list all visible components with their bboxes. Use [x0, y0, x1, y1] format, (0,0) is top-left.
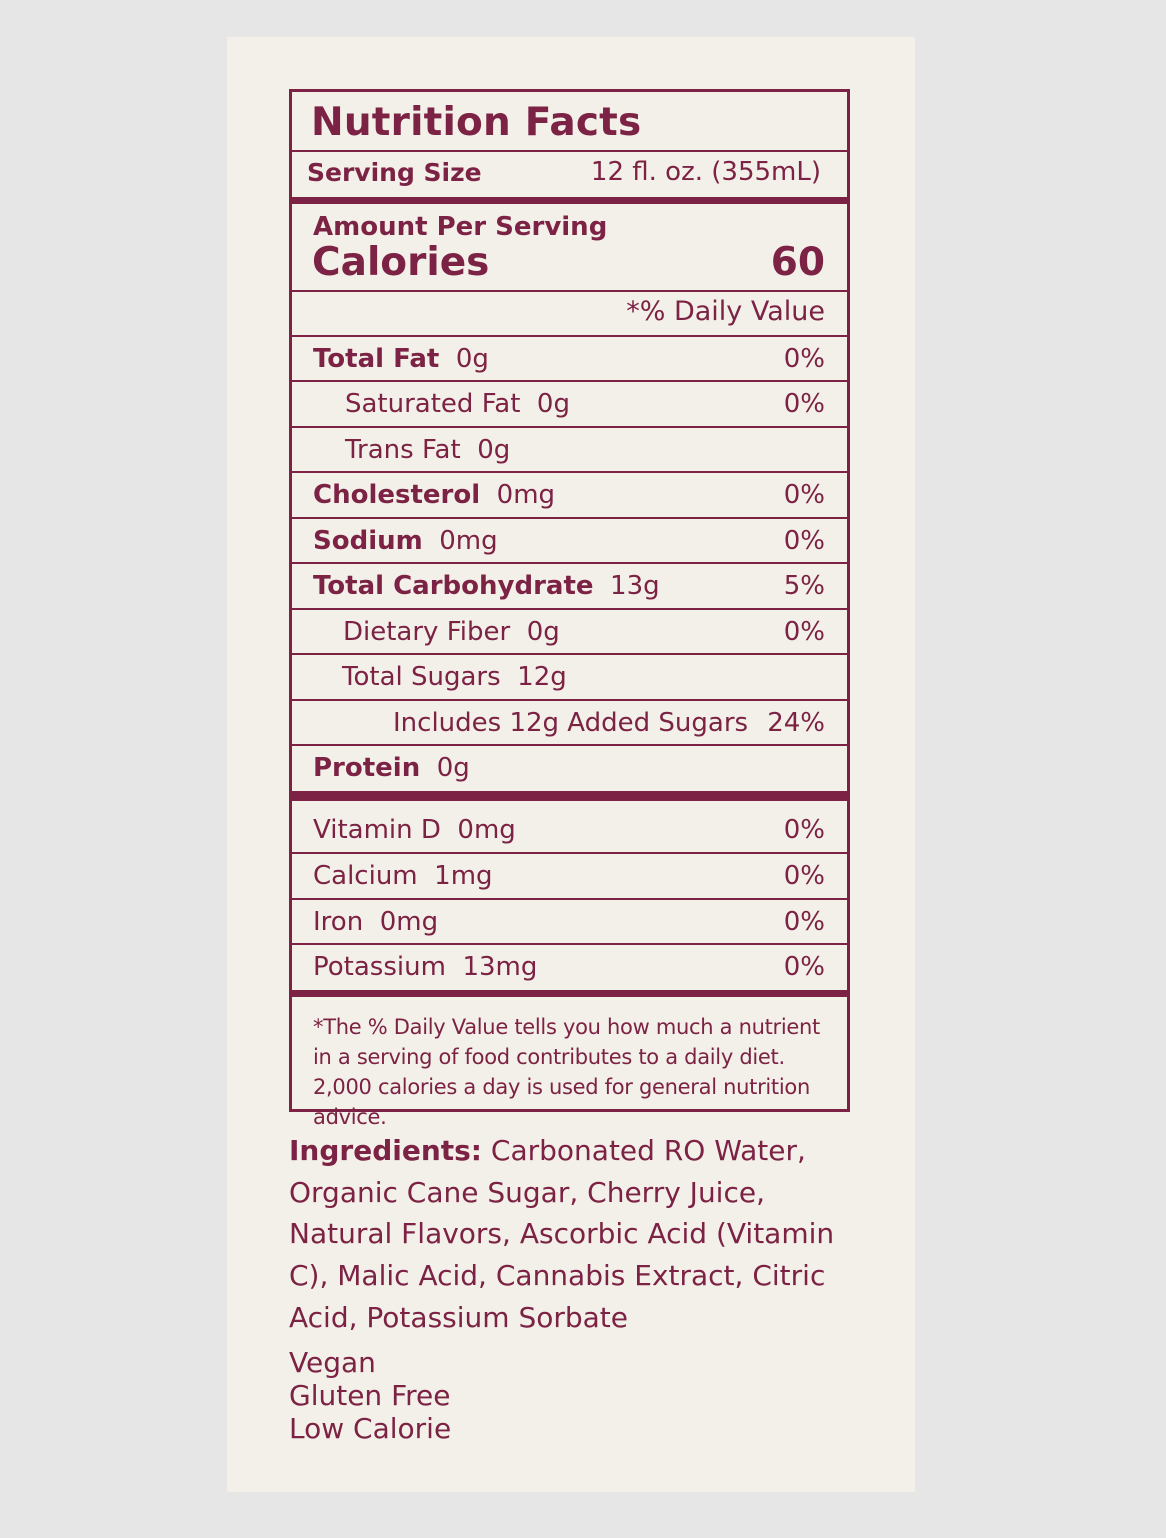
nutrient-row-total-carbohydrate [292, 564, 847, 609]
serving-size-value: 12 fl. oz. (355mL) [590, 157, 821, 187]
nutrient-amount: 13g [610, 571, 660, 601]
thick-divider [292, 791, 847, 801]
calories-value: 60 [770, 240, 825, 285]
tag-gluten-free: Gluten Free [289, 1379, 451, 1412]
nutrient-row-dietary-fiber [292, 610, 847, 655]
vitamin-dv: 0% [783, 815, 825, 845]
nutrient-name: Total Carbohydrate [313, 571, 594, 601]
nutrient-name: Sodium [313, 526, 423, 556]
nutrient-amount: 12g [517, 662, 567, 692]
nutrient-name: Dietary Fiber [343, 617, 511, 647]
nutrient-amount: 0mg [439, 526, 498, 556]
nutrient-amount: 0g [455, 344, 489, 374]
daily-value-header: *% Daily Value [626, 296, 825, 327]
nutrient-row-added-sugars [292, 701, 847, 746]
daily-value-footnote: *The % Daily Value tells you how much a nutrient in a serving of food contributes to a daily diet. 2,000 calories a day is used for general nutrition advice. [313, 1015, 820, 1129]
nutrient-row-trans-fat [292, 428, 847, 473]
ingredients-statement [289, 1130, 869, 1339]
nutrient-dv: 0% [783, 617, 825, 647]
vitamin-name: Iron [313, 907, 364, 937]
tag-vegan: Vegan [289, 1346, 376, 1379]
nutrient-name: Saturated Fat [345, 389, 521, 419]
ingredients-label: Ingredients: [289, 1134, 483, 1167]
nutrient-amount: 0mg [496, 480, 556, 510]
nutrient-name: Protein [313, 753, 421, 783]
vitamin-name: Vitamin D [313, 815, 441, 845]
vitamin-dv: 0% [783, 861, 825, 891]
vitamin-dv: 0% [783, 907, 825, 937]
vitamin-row-iron [292, 900, 847, 945]
nutrient-dv: 5% [783, 571, 825, 601]
nutrient-amount: 0g [526, 617, 560, 647]
vitamin-row-vitamin-d [292, 808, 847, 853]
nutrient-name: Total Fat [313, 344, 440, 374]
vitamin-name: Potassium [313, 952, 446, 982]
calories-label: Calories [312, 240, 490, 285]
nutrient-dv: 0% [783, 389, 825, 419]
nutrient-name: Total Sugars [342, 662, 501, 692]
vitamin-dv: 0% [783, 952, 825, 982]
vitamin-amount: 0mg [457, 815, 516, 845]
amount-per-serving-label: Amount Per Serving [313, 212, 608, 242]
nutrient-dv: 0% [783, 344, 825, 374]
thick-divider [292, 990, 847, 997]
vitamin-name: Calcium [313, 861, 418, 891]
nutrient-row-total-sugars [292, 655, 847, 700]
nutrition-facts-title: Nutrition Facts [311, 100, 642, 145]
vitamin-amount: 13mg [462, 952, 538, 982]
nutrient-dv: 0% [783, 526, 825, 556]
nutrient-row-saturated-fat [292, 382, 847, 427]
ingredients-text: Carbonated RO Water, Organic Cane Sugar, Cherry Juice, Natural Flavors, Ascorbic Acid (Vitamin C), Malic Acid, Cannabis Extract, Citric Acid, Potassium Sorbate [289, 1134, 835, 1334]
nutrient-amount: 0g [477, 435, 511, 465]
nutrient-dv: 0% [783, 480, 825, 510]
vitamin-row-potassium [292, 945, 847, 990]
nutrient-row-protein [292, 746, 847, 791]
thick-divider [292, 197, 847, 204]
vitamin-amount: 1mg [434, 861, 493, 891]
serving-size-label: Serving Size [307, 158, 482, 187]
nutrient-row-cholesterol [292, 473, 847, 518]
vitamin-amount: 0mg [379, 907, 439, 937]
nutrient-amount: 0g [536, 389, 570, 419]
nutrient-name: Cholesterol [313, 480, 481, 510]
nutrient-row-total-fat [292, 337, 847, 382]
nutrient-name: Trans Fat [345, 435, 461, 465]
vitamin-row-calcium [292, 854, 847, 899]
product-tags [289, 1346, 451, 1445]
tag-low-calorie: Low Calorie [289, 1412, 452, 1445]
nutrient-name: Includes 12g Added Sugars [393, 708, 749, 738]
nutrient-dv: 24% [767, 708, 825, 738]
divider [292, 150, 847, 152]
divider [292, 290, 847, 292]
nutrition-facts-panel [289, 89, 850, 1129]
nutrient-row-sodium [292, 519, 847, 564]
nutrient-amount: 0g [436, 753, 470, 783]
